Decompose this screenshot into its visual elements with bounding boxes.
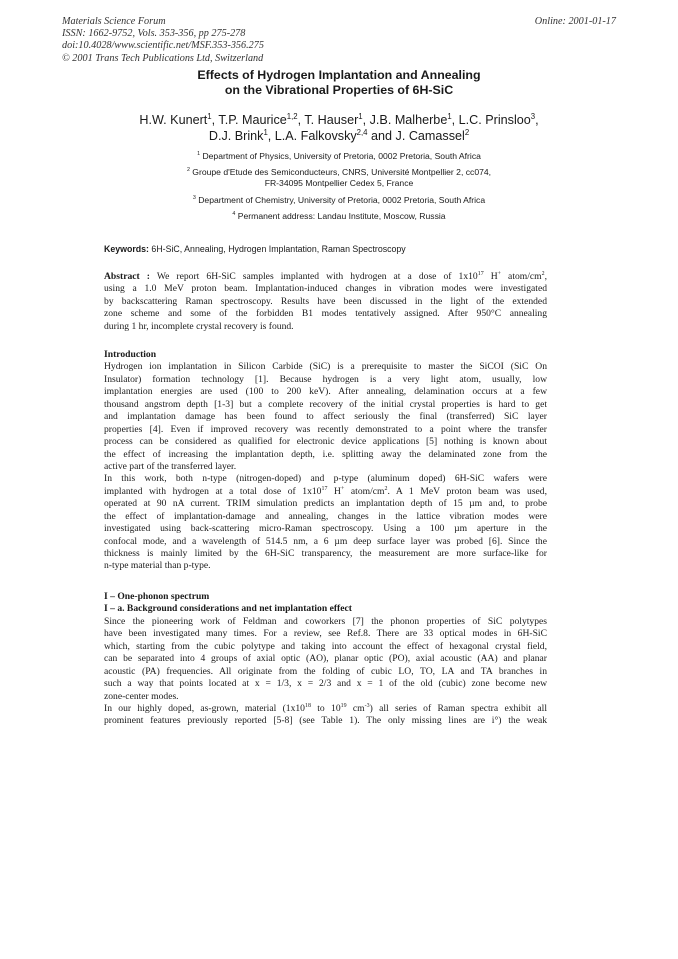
affiliation-4: $^4$ Permanent address: Landau Institute, Moscow, Russia [232,211,446,221]
section-heading: I – One-phonon spectrum [104,591,210,602]
introduction-section: Introduction Hydrogen ion implantation in Silicon Carbide (SiC) is a prerequisite to master the SiCOI (SiC On Insulator) formation technology [1]. Because hydrogen is a very light atom, usually, low implantation energies are used (100 to 200 keV). After annealing, delamination occurs at a few thousand angstrom depth [1-3] but a complete recovery of the initial crystal properties is hard to get and implantation damage has been found to affect seriously the final (transferred) SiC layer properties [4]. Even if improved recovery was recently demonstrated to a point where the transfer process can be considered as qualified for electronic device applications [5] nothing is known about the effect of increasing the implantation depth, i.e. splitting away the delaminated zone from the active part of the transferred layer. In this work, both n-type (nitrogen-doped) and p-type (aluminum doped) 6H-SiC wafers were implanted with hydrogen at a total dose of $1x10^{17}$ H+ atom/$cm^2$. A 1 MeV proton beam was used, operated at 90 nA current. TRIM simulation predicts an implantation depth of 15 µm and, to probe the effect of implantation-damage and annealing, changes in the lattice vibration modes were investigated using back-scattering micro-Raman spectroscopy. Using a 100 µm aperture in the confocal mode, and a wavelength of 514.5 nm, a 6 µm deep surface layer was probed [6]. Since the thickness is mainly limited by the 6H-SiC transparency, the measurement are more surface-like for n-type material than p-type. [104,349,548,572]
online-date: Online: 2001-01-17 [534,16,616,27]
journal-header [62,16,264,65]
copyright: © 2001 Trans Tech Publications Ltd, Switzerland [62,52,264,64]
affiliation-3: $^3$ Department of Chemistry, University of Pretoria, 0002 Pretoria, South Africa [192,195,486,205]
affiliation-2: $^2$ Groupe d'Etude des Semiconducteurs, CNRS, Université Montpellier 2, cc074, FR-34095 Montpellier Cedex 5, France [186,167,492,188]
author-list: H.W. Kunert$^1$, T.P. Maurice$^{1,2}$, T. Hauser$^1$, J.B. Malherbe$^1$, L.C. Prinsloo$^3$, D.J. Brink$^1$, L.A. Falkovsky$^{2,4}$ and J. Camassel$^2$ [139,111,539,143]
one-phonon-section: I – One-phonon spectrum I – a. Background considerations and net implantation effect Since the pioneering work of Feldman and coworkers [7] the phonon properties of SiC polytypes have been investigated many times. For a review, see Ref.8. There are 33 optical modes in 6H-SiC which, starting from the cubic polytype and taking into account the effect of hexagonal crystal field, can be separated into 4 groups of axial optic (AO), planar optic (PO), axial acoustic (AA) and planar acoustic (PA) frequencies. All originate from the folding of cubic LO, TO, LA and TA branches in such a way that points located at x = 1/3, x = 2/3 and x = 1 of the old (cubic) zone become new zone-center modes. In our highly doped, as-grown, material ($1x10^{18}$ to $10^{19}$ $cm^{-3}$) all series of Raman spectra exhibit all prominent features previously reported [5-8] (see Table 1). The only missing lines are i°) the weak [104,591,547,727]
abstract: Abstract : We report 6H-SiC samples implanted with hydrogen at a dose of $1x10^{17}$ H+ atom/$cm^2$, using a 1.0 MeV proton beam. Implantation-induced changes in vibration modes were investigated by backscattering Raman spectroscopy. Results have been discussed in the light of the extended zone scheme and some of the forbidden B1 modes tentatively assigned. After 950°C annealing during 1 hr, incomplete crystal recovery is found. [104,270,547,332]
affiliation-1: $^1$ Department of Physics, University of Pretoria, 0002 Pretoria, South Africa [197,151,481,161]
journal-name: Materials Science Forum [62,16,166,27]
keywords: Keywords: 6H-SiC, Annealing, Hydrogen Implantation, Raman Spectroscopy [104,244,406,254]
issn: ISSN: 1662-9752, Vols. 353-356, pp 275-278 [62,28,246,40]
paper-title: Effects of Hydrogen Implantation and Annealing on the Vibrational Properties of 6H-SiC [197,68,481,97]
doi-link[interactable]: doi:10.4028/www.scientific.net/MSF.353-356.275 [62,40,264,52]
subsection-heading: I – a. Background considerations and net implantation effect [104,603,352,615]
section-heading: Introduction [104,349,157,360]
